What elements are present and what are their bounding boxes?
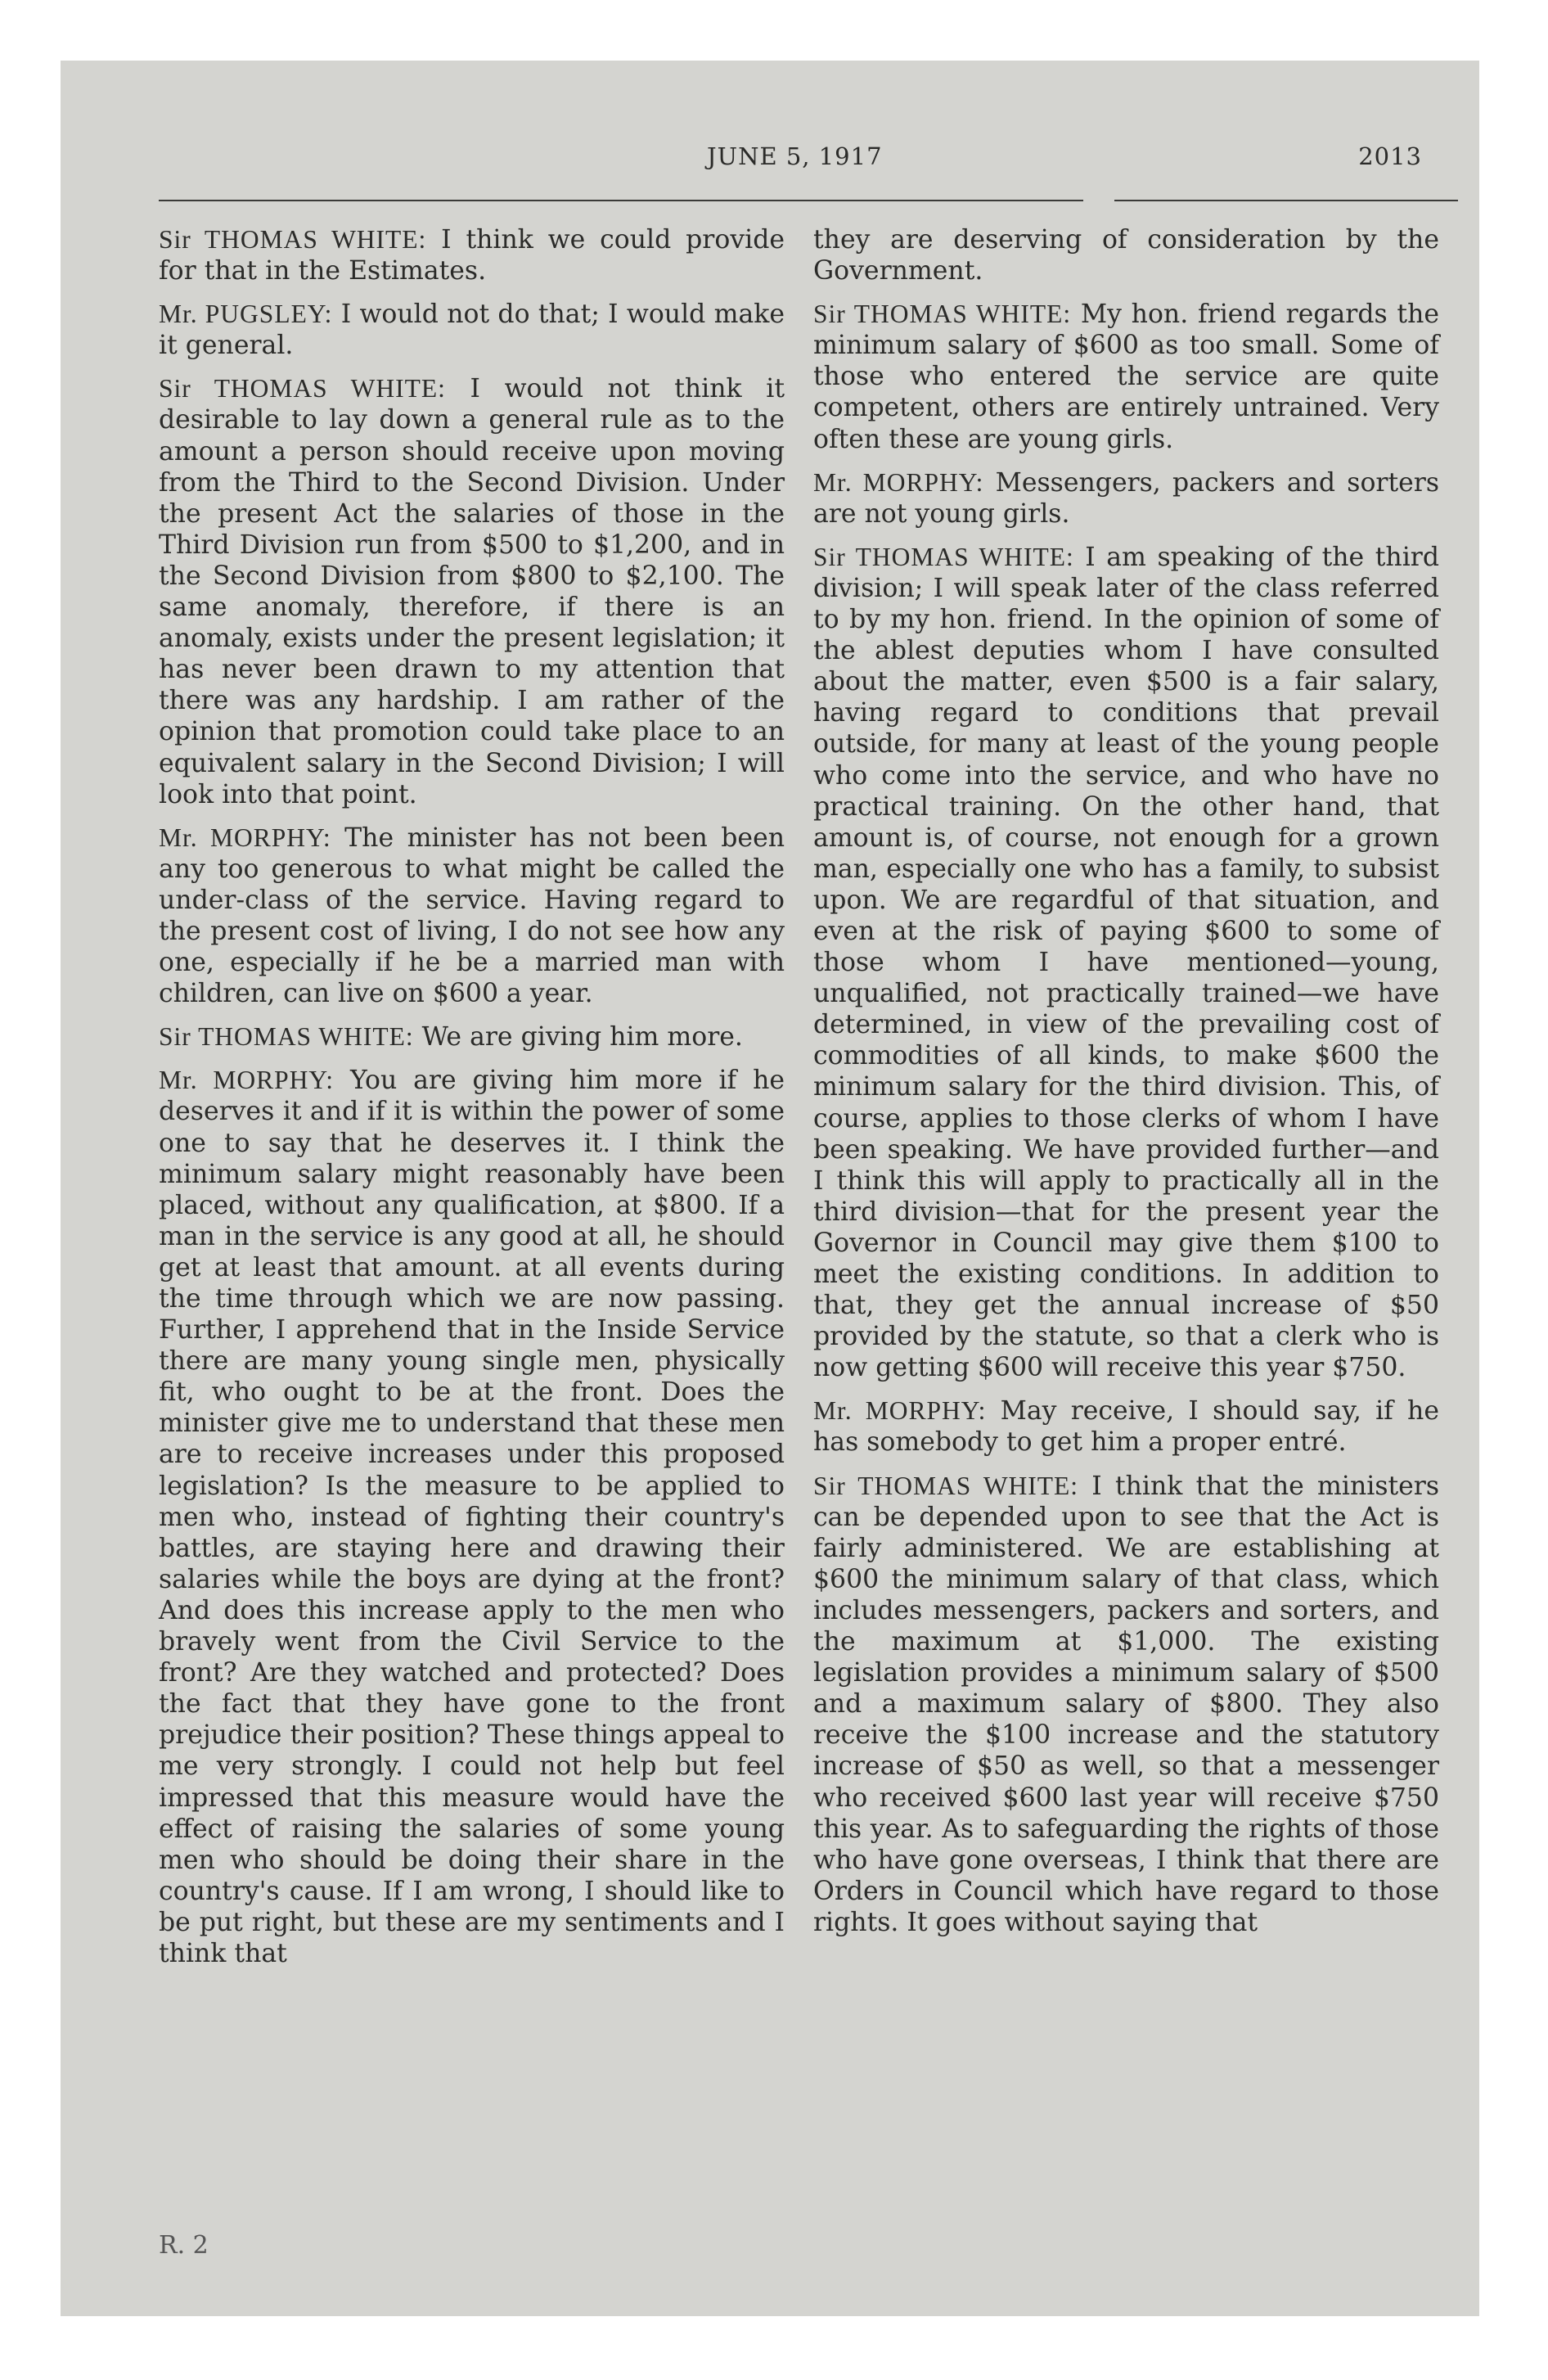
speaker-name: Mr. MORPHY : <box>159 823 331 852</box>
speaker-name: Mr. MORPHY : <box>813 1396 986 1425</box>
left-column <box>159 224 785 1981</box>
speech-text: I am speaking of the third division; I will speak later of the class referred to by my hon. friend. In the opinion of some of the ablest deputies whom I have consulted about the matter, even $500 is a fair salary, having regard to conditions that prevail outside, for many at least of the young people who come into the service, and who have no practical training. On the other hand, that amount is, of course, not enough for a grown man, especially one who has a family, to subsist upon. We are regardful of that situation, and even at the risk of paying $600 to some of those whom I have mentioned—young, unqualified, not practically trained—we have determined, in view of the prevailing cost of commodities of all kinds, to make $600 the minimum salary for the third division. This, of course, applies to those clerks of whom I have been speaking. We have provided further—and I think this will apply to practically all in the third division—that for the present year the Governor in Council may give them $100 to meet the existing conditions. In addition to that, they get the annual increase of $50 provided by the statute, so that a clerk who is now getting $600 will receive this year $750. <box>813 542 1439 1383</box>
right-column <box>813 224 1439 1950</box>
speech-text: they are deserving of consideration by the Government. <box>813 225 1439 286</box>
speaker-name: Sir THOMAS WHITE : <box>813 543 1074 571</box>
speech-paragraph <box>813 1395 1439 1458</box>
speech-text: I think that the ministers can be depended upon to see that the Act is fairly administered. We are establishing at $600 the minimum salary of that class, which includes messengers, packers and sorters, and the maximum at $1,000. The existing legislation provides a minimum salary of $500 and a maximum salary of $800. They also receive the $100 increase and the statutory increase of $50 as well, so that a messenger who received $600 last year will receive $750 this year. As to safeguarding the rights of those who have gone overseas, I think that there are Orders in Council which have regard to those rights. It goes without saying that <box>813 1471 1440 1937</box>
speaker-name: Sir THOMAS WHITE : <box>159 225 426 254</box>
speaker-name: Sir THOMAS WHITE : <box>813 300 1071 328</box>
header-rule-right <box>1114 200 1458 201</box>
speech-text: I would not think it desirable to lay down a general rule as to the amount a person should receive upon moving from the Third to the Second Division. Under the present Act the salaries of those in the Third Division run from $500 to $1,200, and in the Second Division from $800 to $2,100. The same anomaly, therefore, if there is an anomaly, exists under the present legislation; it has never been drawn to my attention that there was any hardship. I am rather of the opinion that promotion could take place to an equivalent salary in the Second Division; I will look into that point. <box>159 374 785 809</box>
speaker-name: Mr. MORPHY : <box>159 1066 334 1094</box>
speech-paragraph <box>159 373 785 809</box>
speech-paragraph <box>813 467 1439 530</box>
speech-text: May receive, I should say, if he has somebody to get him a proper entré. <box>813 1396 1439 1458</box>
header-date: JUNE 5, 1917 <box>707 142 883 170</box>
speech-paragraph <box>813 1471 1439 1938</box>
header-rule-middle <box>584 200 1083 201</box>
speech-text: My hon. friend regards the minimum salary of $600 as too small. Some of those who entered the service are quite competent, others are entirely untrained. Very often these are young girls. <box>813 300 1440 454</box>
speaker-name: Mr. MORPHY : <box>813 468 983 497</box>
hansard-page <box>61 61 1479 2316</box>
speaker-name: Sir THOMAS WHITE : <box>159 374 446 403</box>
page-number: 2013 <box>1358 142 1422 170</box>
speech-text: I would not do that; I would make it general. <box>159 300 785 361</box>
speech-paragraph <box>159 224 785 286</box>
speech-paragraph <box>813 299 1439 454</box>
speech-text: We are giving him more. <box>421 1022 743 1053</box>
speech-text: You are giving him more if he deserves it and if it is within the power of some one to say that he deserves it. I think the minimum salary might reasonably have been placed, without any qualification, at $800. If a man in the service is any good at all, he should get at least that amount. at all events during the time through which we are now passing. Further, I apprehend that in the Inside Service there are many young single men, physically fit, who ought to be at the front. Does the minister give me to understand that these men are to receive increases under this proposed legislation? Is the measure to be applied to men who, instead of fighting their country's battles, are staying here and drawing their salaries while the boys are dying at the front? And does this increase apply to the men who bravely went from the Civil Service to the front? Are they watched and protected? Does the fact that they have gone to the front prejudice their position? These things appeal to me very strongly. I could not help but feel impressed that this measure would have the effect of raising the salaries of some young men who should be doing their share in the country's cause. If I am wrong, I should like to be put right, but these are my sentiments and I think that <box>159 1066 785 1968</box>
speech-paragraph <box>159 823 785 1010</box>
speaker-name: Sir THOMAS WHITE : <box>159 1022 414 1051</box>
speech-text: I think we could provide for that in the Estimates. <box>159 225 785 286</box>
speech-paragraph <box>159 1021 785 1053</box>
speaker-name: Sir THOMAS WHITE : <box>813 1472 1078 1500</box>
speech-paragraph <box>813 542 1439 1384</box>
speech-paragraph <box>159 1065 785 1969</box>
footer-mark: R. 2 <box>159 2231 209 2260</box>
continuation-paragraph <box>813 224 1439 286</box>
speech-paragraph <box>159 299 785 361</box>
speech-text: The minister has not been been any too generous to what might be called the under-class of the service. Having regard to the present cost of living, I do not see how any one, especially if he be a married man with children, can live on $600 a year. <box>159 823 785 1009</box>
header-rule-left <box>159 200 592 201</box>
page-header <box>61 142 1479 175</box>
speech-text: Messengers, packers and sorters are not young girls. <box>813 467 1439 529</box>
speaker-name: Mr. PUGSLEY : <box>159 300 332 328</box>
